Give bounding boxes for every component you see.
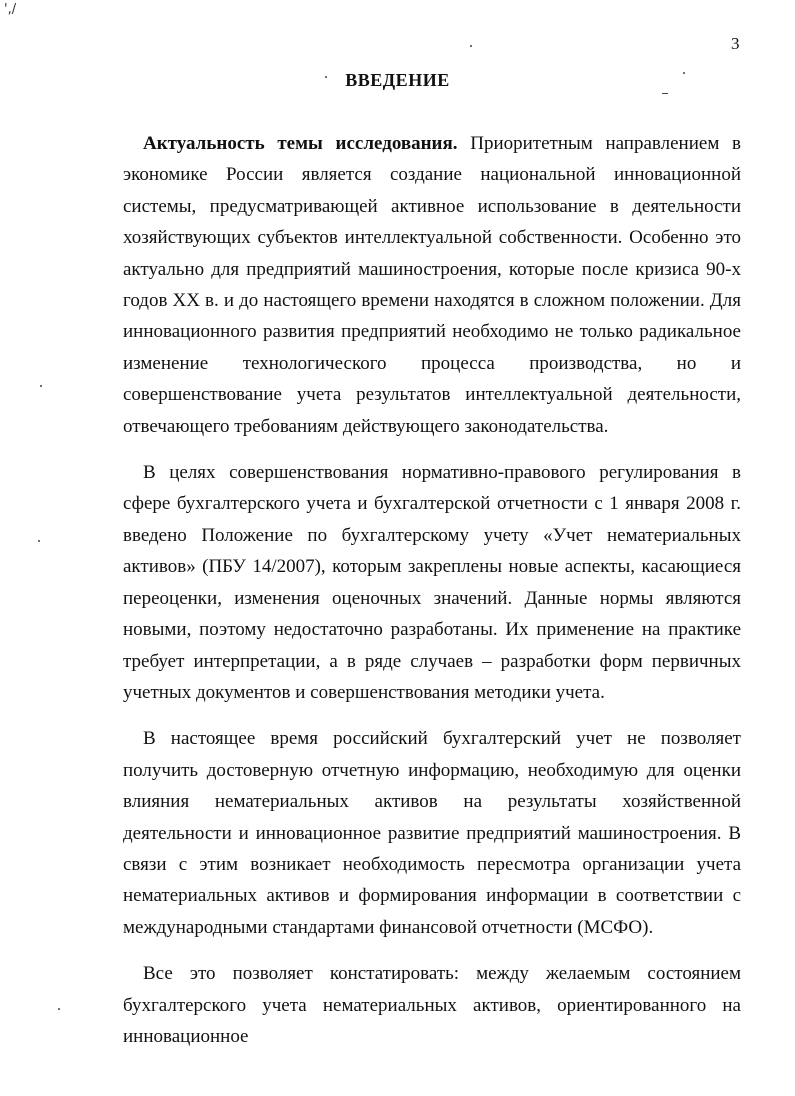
paragraph-lead: Актуальность темы исследования. (143, 133, 458, 154)
paragraph-text: Все это позволяет констатировать: между желаемым состоянием бухгалтерского учета нематериальных активов, ориентированного на инновационное (123, 963, 741, 1047)
body-text (123, 128, 741, 1067)
scan-corner-mark: ',/ (4, 2, 17, 17)
paragraph (123, 457, 741, 708)
paragraph-text: В целях совершенствования нормативно-правового регулирования в сфере бухгалтерского учета и бухгалтерской отчетности с 1 января 2008 г. введено Положение по бухгалтерскому учету «Учет нематериальных активов» (ПБУ 14/2007), которым закреплены новые аспекты, касающиеся переоценки, изменения оценочных значений. Данные нормы являются новыми, поэтому недостаточно разработаны. Их применение на практике требует интерпретации, а в ряде случаев – разработки форм первичных учетных документов и совершенствования методики учета. (123, 462, 741, 703)
paragraph-text: Приоритетным направлением в экономике России является создание национальной инновационной системы, предусматривающей активное использование в деятельности хозяйствующих субъектов интеллектуальной собственности. Особенно это актуально для предприятий машиностроения, которые после кризиса 90-х годов XX в. и до настоящего времени находятся в сложном положении. Для инновационного развития предприятий необходимо не только радикальное изменение технологического процесса производства, но и совершенствование учета результатов интеллектуальной деятельности, отвечающего требованиям действующего законодательства. (123, 133, 741, 437)
scan-speck (40, 385, 42, 387)
scan-speck (38, 540, 40, 542)
paragraph (123, 723, 741, 943)
paragraph-text: В настоящее время российский бухгалтерский учет не позволяет получить достоверную отчетную информацию, необходимую для оценки влияния нематериальных активов на результаты хозяйственной деятельности и инновационное развитие предприятий машиностроения. В связи с этим возникает необходимость пересмотра организации учета нематериальных активов и формирования информации в соответствии с международными стандартами финансовой отчетности (МСФО). (123, 728, 741, 938)
page-title: ВВЕДЕНИЕ (345, 70, 450, 90)
scan-speck (58, 1008, 60, 1010)
scan-speck (662, 93, 668, 94)
page-number: 3 (731, 34, 740, 53)
paragraph (123, 958, 741, 1052)
paragraph (123, 128, 741, 442)
scan-speck (470, 45, 472, 47)
